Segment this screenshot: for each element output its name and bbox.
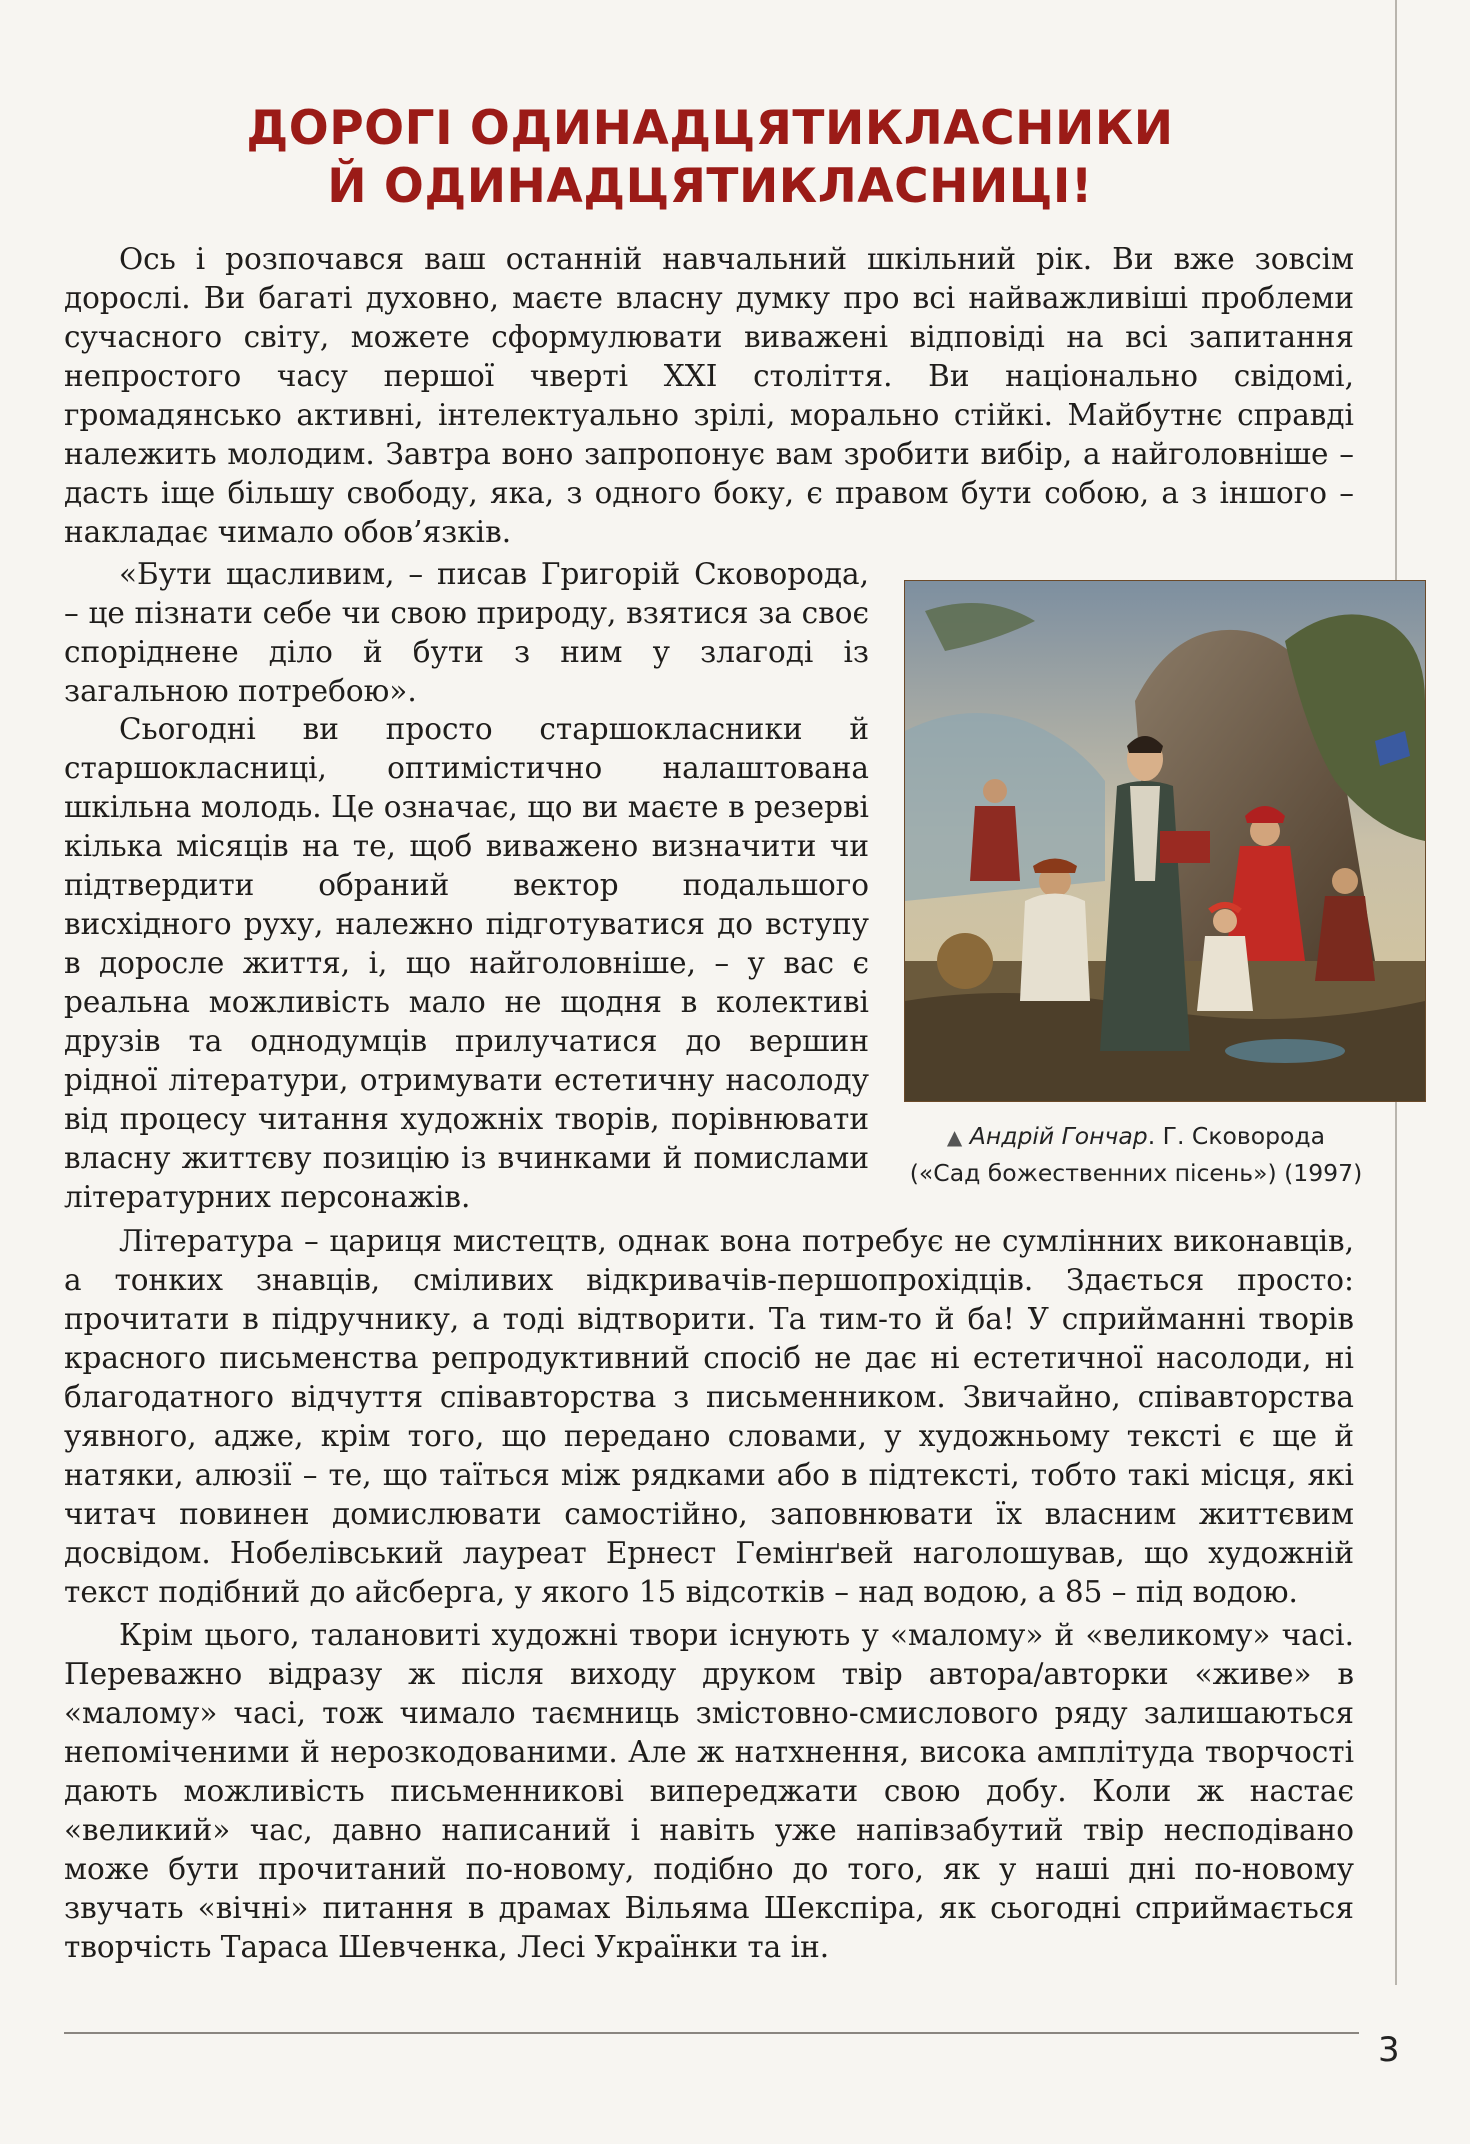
caption-line-1 xyxy=(886,1118,1386,1155)
title-line-1: ДОРОГІ ОДИНАДЦЯТИКЛАСНИКИ xyxy=(246,101,1174,156)
caption-author: Андрій Гончар xyxy=(969,1122,1148,1150)
paragraph-1: Ось і розпочався ваш останній навчальний шкільний рік. Ви вже зовсім дорослі. Ви багаті духовно, маєте власну думку про всі найважливіші проблеми сучасного світу, можете сформулювати виважені відповіді на всі запитання непростого часу першої чверті XXI століття. Ви національно свідомі, громадянсько активні, інтелектуально зрілі, морально стійкі. Майбутнє справді належить молодим. Завтра воно запропонує вам зробити вибір, а найголовніше – дасть іще більшу свободу, яка, з одного боку, є правом бути собою, а з іншого – накладає чимало обов’язків. xyxy=(64,242,1354,549)
paragraph-5: Крім цього, талановиті художні твори існують у «малому» й «великому» часі. Переважно відразу ж після виходу друком твір автора/авторки «живе» в «малому» часі, тож чимало таємниць змістовно-смислового ряду залишаються непоміченими й нерозкодованими. Але ж натхнення, висока амплітуда творчості дають можливість письменникові випереджати свою добу. Коли ж настає «великий» час, давно написаний і навіть уже напівзабутий твір несподівано може бути прочитаний по-новому, подібно до того, як у наші дні по-новому звучать «вічні» питання в драмах Вільяма Шекспіра, як сьогодні сприймається творчість Тараса Шевченка, Лесі Українки та ін. xyxy=(64,1618,1354,1964)
page-number: 3 xyxy=(1378,2030,1400,2070)
paragraph-3: Сьогодні ви просто старшокласники й старшокласниці, оптимістично налаштована шкільна молодь. Це означає, що ви маєте в резерві кілька місяців на те, щоб виважено визначити чи підтвердити обраний вектор подальшого висхідного руху, належно підготуватися до вступу в доросле життя, і, що найголовніше, – у вас є реальна можливість мало не щодня в колективі друзів та однодумців прилучатися до вершин рідної літератури, отримувати естетичну насолоду від процесу читання художніх творів, порівнювати власну життєву позицію із вчинками й помислами літературних персонажів. xyxy=(64,712,869,1214)
triangle-marker-icon: ▲ xyxy=(946,1125,963,1149)
painting-caption xyxy=(886,1118,1386,1191)
page-title xyxy=(0,100,1420,216)
caption-line-2: («Сад божественних пісень») (1997) xyxy=(909,1159,1363,1187)
title-line-2: Й ОДИНАДЦЯТИКЛАСНИЦІ! xyxy=(327,159,1093,214)
paragraph-4: Література – цариця мистецтв, однак вона потребує не сумлінних виконавців, а тонких знавців, сміливих відкривачів-першопрохідців. Здається просто: прочитати в підручнику, а тоді відтворити. Та тим-то й ба! У сприйманні творів красного письменства репродуктивний спосіб не дає ні естетичної насолоди, ні благодатного відчуття співавторства з письменником. Звичайно, співавторства уявного, адже, крім того, що передано словами, у художньому тексті є ще й натяки, алюзії – те, що таїться між рядками або в підтексті, тобто такі місця, які читач повинен домислювати самостійно, заповнювати їх власним життєвим досвідом. Нобелівський лауреат Ернест Гемінґвей наголошував, що художній текст подібний до айсберга, у якого 15 відсотків – над водою, а 85 – під водою. xyxy=(64,1224,1354,1609)
caption-title-start: . Г. Сковорода xyxy=(1147,1122,1326,1150)
paragraph-2-quote: «Бути щасливим, – писав Григорій Сковорода, – це пізнати себе чи свою природу, взятися за своє споріднене діло й бути з ним у злагоді із загальною потребою». xyxy=(64,557,869,708)
footer-rule xyxy=(64,2032,1359,2034)
painting-illustration xyxy=(904,580,1426,1102)
